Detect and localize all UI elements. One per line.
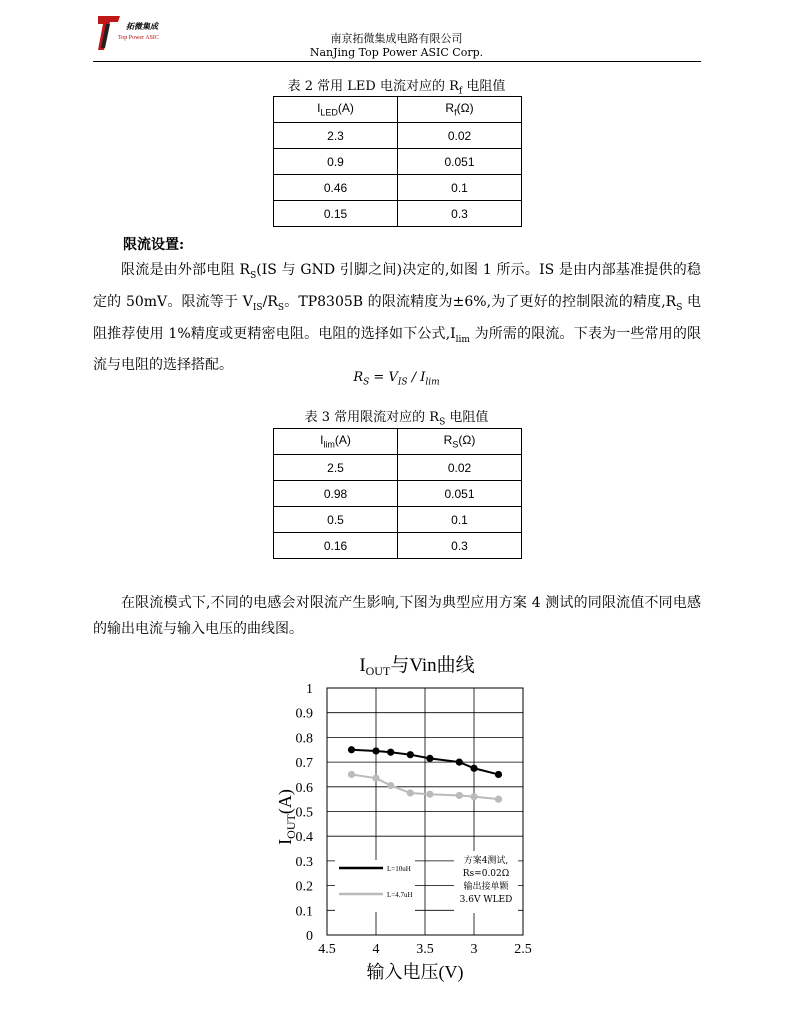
table-row (274, 481, 522, 507)
y-tick-label: 0.1 (295, 904, 313, 920)
y-tick-label: 1 (306, 682, 313, 697)
logo-name: 拓微集成 (126, 22, 158, 31)
table-cell: 0.051 (398, 481, 522, 507)
formula: $R_S = V_{IS} / I_{lim}$ (353, 370, 440, 388)
table-cell: 0.5 (274, 507, 398, 533)
table-row (274, 123, 522, 149)
data-point (426, 791, 433, 798)
section-paragraph: 限流是由外部电阻 $R_S(IS$ 与 GND 引脚之间)决定的,如图 1 所示。IS 是由内部基准提供的稳定的 50mV。限流等于 $V_{IS}/R_S$。TP8305B 的限流精度为±6%,为了更好的控制限流的精度$,R_S$ 电阻推荐使用 1%精度或更精密电阻。电阻的选择如下公式$,I_{lim}$ 为所需的限流。下表为一些常用的限流与电阻的选择搭配。 (93, 262, 701, 374)
table-cell: 0.46 (274, 175, 398, 201)
legend-label: L=4.7uH (387, 891, 413, 899)
company-name-cn: 南京拓微集成电路有限公司 (330, 32, 463, 45)
chart-intro-paragraph: 在限流模式下,不同的电感会对限流产生影响,下图为典型应用方案 4 测试的同限流值不同电感的输出电流与输入电压的曲线图。 (93, 595, 701, 637)
table-cell: 0.1 (398, 507, 522, 533)
y-tick-label: 0.5 (295, 805, 313, 821)
chart-title: $I_{OUT}$与Vin曲线 (359, 655, 475, 678)
y-tick-label: 0.9 (295, 706, 313, 722)
header-rule (93, 61, 701, 62)
x-tick-label: 2.5 (514, 942, 532, 957)
annotation-text: 3.6V WLED (459, 895, 513, 905)
table-cell: 0.3 (398, 201, 522, 227)
table-cell: 0.1 (398, 175, 522, 201)
data-point (387, 782, 394, 789)
data-point (426, 755, 433, 762)
table-header-row (274, 429, 522, 455)
legend-label: L=10uH (387, 865, 411, 873)
company-name-en: NanJing Top Power ASIC Corp. (309, 46, 484, 59)
data-point (387, 749, 394, 756)
y-tick-label: 0.7 (295, 756, 313, 772)
data-point (407, 789, 414, 796)
table2 (273, 96, 522, 227)
data-point (456, 792, 463, 799)
data-point (372, 747, 379, 754)
data-point (348, 746, 355, 753)
x-tick-label: 3 (470, 942, 478, 957)
table-cell: 2.5 (274, 455, 398, 481)
table-cell: 0.98 (274, 481, 398, 507)
data-point (470, 793, 477, 800)
plot-area (296, 682, 532, 957)
section-heading: 限流设置: (123, 237, 185, 253)
table-cell: 0.02 (398, 123, 522, 149)
table-row (274, 507, 522, 533)
data-point (456, 759, 463, 766)
logo-subtitle: Top Power ASIC (118, 35, 159, 41)
table-row (274, 455, 522, 481)
table-row (274, 533, 522, 559)
table-cell: 0.16 (274, 533, 398, 559)
y-tick-label: 0 (306, 929, 313, 944)
table-cell: 0.9 (274, 149, 398, 175)
data-point (495, 771, 502, 778)
table-cell: 0.15 (274, 201, 398, 227)
annotation-text: 方案4测试, (463, 856, 509, 866)
y-tick-label: 0.6 (295, 780, 313, 796)
y-tick-label: 0.8 (295, 731, 313, 747)
data-point (495, 796, 502, 803)
table-row (274, 201, 522, 227)
table-header-cell: $R_f(\Omega)$ (398, 97, 522, 123)
data-point (407, 751, 414, 758)
table-header-cell: $I_{lim}(A)$ (274, 429, 398, 455)
table3 (273, 428, 522, 559)
table-cell: 0.02 (398, 455, 522, 481)
data-point (348, 771, 355, 778)
table-row (274, 175, 522, 201)
iout-vin-chart (260, 645, 560, 990)
table2-caption: 表 2 常用 LED 电流对应的 $R_f$ 电阻值 (287, 79, 506, 97)
table-cell: 2.3 (274, 123, 398, 149)
y-axis-label: $I_{OUT}(A)$ (275, 789, 298, 845)
data-point (372, 775, 379, 782)
data-point (470, 765, 477, 772)
y-tick-label: 0.2 (295, 879, 313, 895)
x-axis-label: 输入电压(V) (366, 962, 464, 982)
y-tick-label: 0.3 (295, 854, 313, 870)
y-tick-label: 0.4 (295, 830, 313, 846)
table-header-cell: $R_S(\Omega)$ (398, 429, 522, 455)
table3-caption: 表 3 常用限流对应的 $R_S$ 电阻值 (304, 410, 489, 428)
annotation-text: 输出接单颗 (463, 882, 509, 892)
x-tick-label: 4.5 (318, 942, 336, 957)
table-cell: 0.051 (398, 149, 522, 175)
table-row (274, 149, 522, 175)
x-tick-label: 4 (372, 942, 380, 957)
table-header-row (274, 97, 522, 123)
table-header-cell: $I_{LED}(A)$ (274, 97, 398, 123)
annotation-text: Rs=0.02Ω (462, 869, 510, 879)
x-tick-label: 3.5 (416, 942, 434, 957)
table-cell: 0.3 (398, 533, 522, 559)
